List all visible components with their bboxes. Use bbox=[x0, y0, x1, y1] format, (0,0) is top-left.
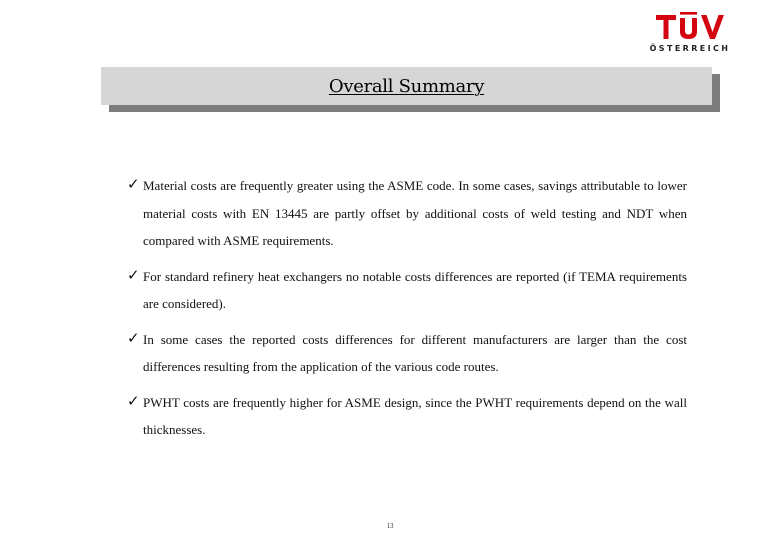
bullet-text: Material costs are frequently greater using the ASME code. In some cases, savings attributable to lower material costs with EN 13445 are partly offset by additional costs of weld testing and NDT when compared with ASME requirements. bbox=[143, 178, 687, 248]
tuv-logo-mark bbox=[656, 12, 730, 40]
check-icon: ✓ bbox=[127, 391, 140, 410]
bullet-text: For standard refinery heat exchangers no notable costs differences are reported (if TEMA requirements are considered). bbox=[143, 268, 687, 311]
check-icon: ✓ bbox=[127, 265, 140, 284]
check-icon: ✓ bbox=[127, 175, 140, 193]
list-item bbox=[127, 389, 687, 444]
list-item bbox=[127, 326, 687, 381]
page-title: Overall Summary bbox=[328, 75, 485, 97]
list-item bbox=[127, 263, 687, 318]
page-number: 13 bbox=[386, 522, 394, 530]
logo-subtitle: ÖSTERREICH bbox=[649, 44, 731, 53]
bullet-text: In some cases the reported costs differences for different manufacturers are larger than the cost differences resulting from the application of the various code routes. bbox=[143, 331, 687, 374]
list-item bbox=[127, 172, 687, 255]
summary-list bbox=[127, 172, 687, 452]
check-icon: ✓ bbox=[127, 328, 140, 347]
tuv-logo bbox=[640, 12, 740, 56]
bullet-text: PWHT costs are frequently higher for ASME design, since the PWHT requirements depend on the wall thicknesses. bbox=[143, 394, 687, 437]
title-box bbox=[101, 67, 712, 105]
